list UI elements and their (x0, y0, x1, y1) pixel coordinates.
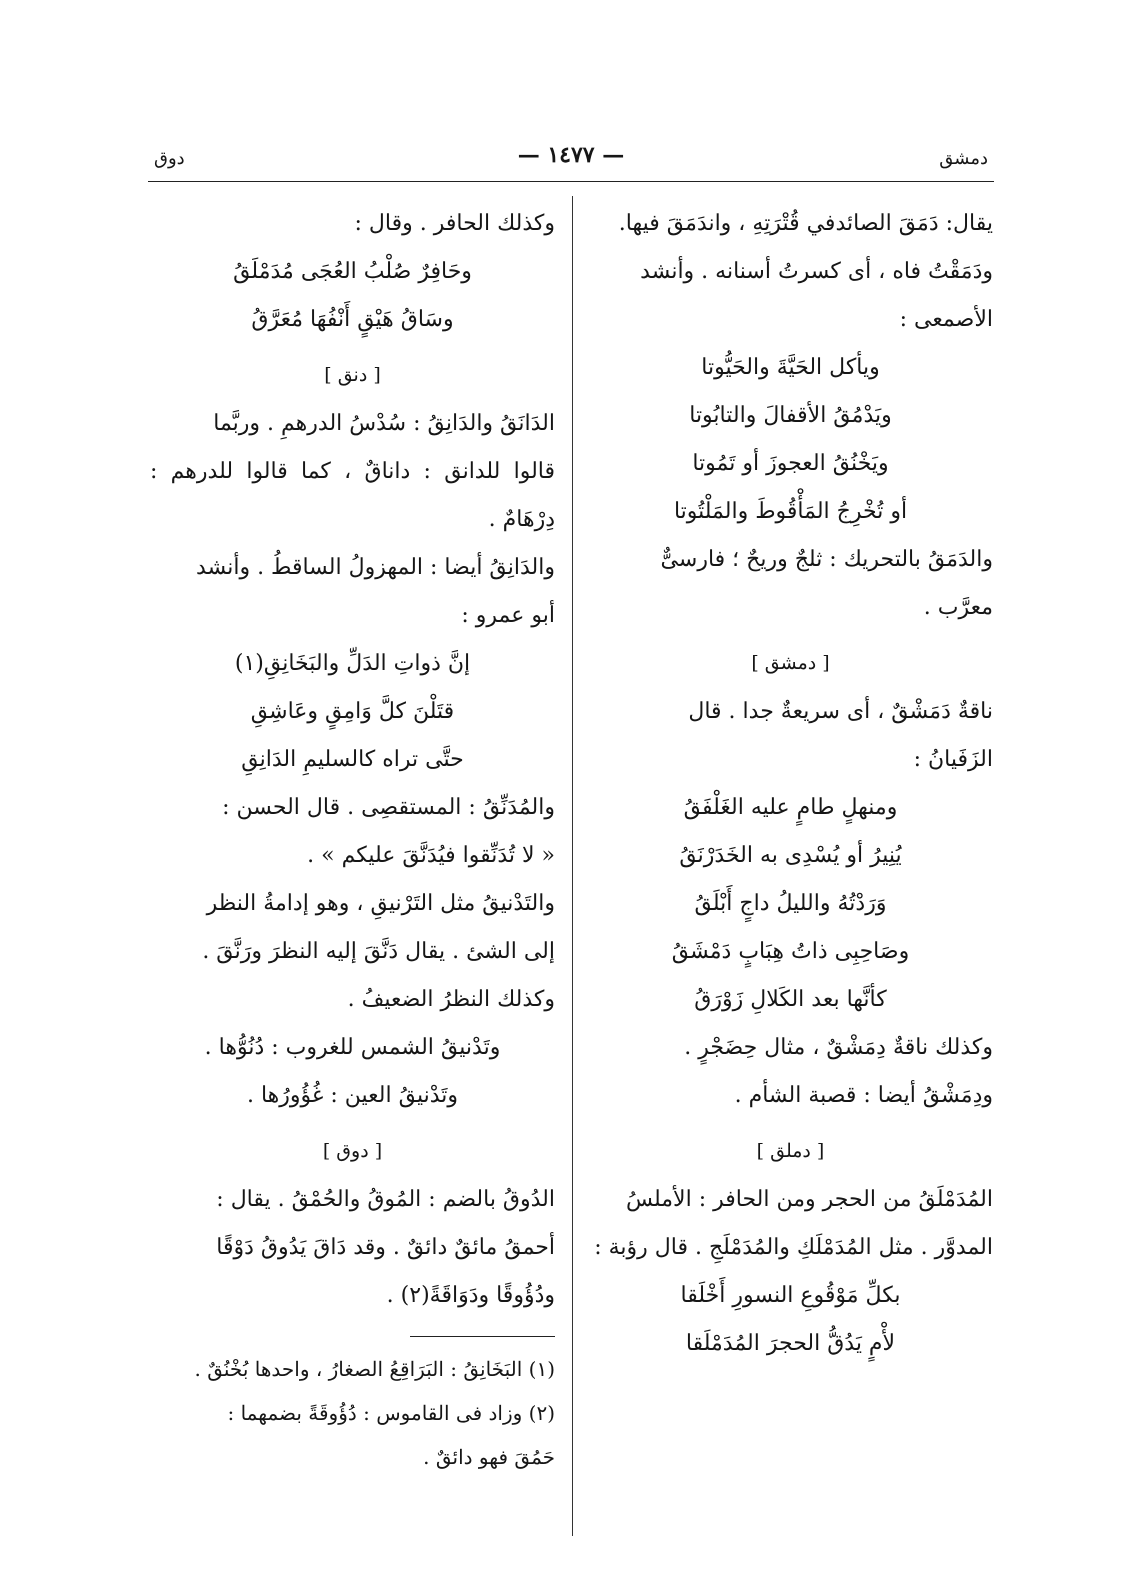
verse-line: وسَاقُ هَيْقٍ أَنْفُهَا مُعَرَّقُ (251, 307, 454, 332)
verse-line: لأْمٍ يَدُقُّ الحجرَ المُدَمْلَقا (685, 1331, 896, 1356)
verse-line: وصَاحِبِى ذاتُ هِبَابٍ دَمْشَقُ (671, 939, 910, 964)
page-header (148, 138, 994, 180)
verse-line: ويأكل الحَيَّةَ والحَيُّوتا (701, 355, 880, 380)
text-line: والتَدْنيقُ مثل التَرْنيقِ ، وهو إدامةُ النظر (206, 891, 555, 916)
entry-heading-dawq: [ دوق ] (322, 1140, 383, 1162)
text-line: معرَّب . (923, 595, 993, 620)
verse-line: يُنِيرُ أو يُسْدِى به الخَدَرْنَقُ (679, 843, 902, 868)
header-rule (148, 181, 994, 182)
verse-line: وحَافِرٌ صُلْبُ العُجَى مُدَمْلَقُ (233, 259, 472, 284)
verse-line: إنَّ ذواتِ الدَلِّ والبَخَانِقِ(١) (234, 651, 471, 676)
text-line: أحمقُ مائقٌ دائقٌ . وقد دَاقَ يَدُوقُ دَوْقًا (216, 1235, 555, 1260)
verse-line: قتَلْنَ كلَّ وَامِقٍ وعَاشِقِ (250, 699, 455, 724)
text-line: الزَفَيانُ : (913, 747, 993, 772)
text-line: أبو عمرو : (461, 603, 555, 628)
verse-line: ويَخْنُقُ العجوزَ أو تَمُوتا (692, 451, 889, 476)
text-line: وكذلك النظرُ الضعيفُ . (347, 987, 555, 1012)
right-column (588, 200, 993, 1368)
header-left-word: دوق (154, 148, 185, 169)
text-line: قالوا للدانق : داناقٌ ، كما قالوا للدرهم : دِرْهَامٌ . (150, 459, 555, 532)
entry-heading-dimashq: [ دمشق ] (751, 652, 830, 674)
text-line: ودُؤُوقًا ودَوَاقَةً(٢) . (386, 1283, 555, 1308)
footnote-2: (٢) وزاد فى القاموس : دُؤُوقَةً بضمهما : (227, 1401, 555, 1425)
text-line: وتَدْنيقُ العين : غُؤُورُها . (246, 1083, 459, 1108)
text-line: والدَمَقُ بالتحريك : ثلجٌ وريحٌ ؛ فارسىٌّ (660, 547, 993, 572)
text-line: الدَانَقُ والدَانِقُ : سُدْسُ الدرهمِ . وربَّما (213, 411, 555, 436)
text-line: يقال: دَمَقَ الصائدفي قُتْرَتِهِ ، واندَمَقَ فيها. (618, 211, 993, 236)
left-column (150, 200, 555, 1479)
verse-line: بكلِّ مَوْقُوعِ النسورِ أَخْلَقا (680, 1283, 901, 1308)
text-line: المُدَمْلَقُ من الحجر ومن الحافر : الأملسُ (625, 1187, 993, 1212)
page-number: — ١٤٧٧ — (517, 142, 625, 168)
verse-line: أو تُخْرِجُ المَأْقُوطَ والمَلْتُوتا (673, 499, 908, 524)
verse-line: ومنهلٍ طامٍ عليه الغَلْفَقُ (683, 795, 898, 820)
text-line: « لا تُدَنِّقوا فيُدَنَّقَ عليكم » . (307, 843, 555, 868)
text-line: وكذلك ناقةٌ دِمَشْقٌ ، مثال حِضَجْرٍ . (684, 1035, 993, 1060)
text-line: الأصمعى : (899, 307, 993, 332)
column-divider (572, 196, 573, 1536)
verse-line: وَرَدْتُهُ والليلُ داجٍ أَبْلَقُ (694, 891, 887, 916)
text-line: وتَدْنيقُ الشمس للغروب : دُنُوُّها . (204, 1035, 501, 1060)
text-line: وكذلك الحافر . وقال : (354, 211, 555, 236)
text-line: والمُدَنِّقُ : المستقصِى . قال الحسن : (222, 795, 555, 820)
entry-heading-damlaq: [ دملق ] (756, 1140, 825, 1162)
text-line: إلى الشئ . يقال دَنَّقَ إليه النظرَ ورَنَّقَ . (202, 939, 555, 964)
footnote-rule (410, 1336, 555, 1337)
text-line: ناقةٌ دَمَشْقٌ ، أى سريعةٌ جدا . قال (688, 699, 993, 724)
header-right-word: دمشق (939, 148, 988, 169)
entry-heading-daniq: [ دنق ] (324, 364, 381, 386)
text-line: الدُوقُ بالضم : المُوقُ والحُمْقُ . يقال : (216, 1187, 555, 1212)
footnote-2-cont: حَمُقَ فهو دائقٌ . (423, 1445, 555, 1469)
verse-line: كأنَّها بعد الكَلالِ زَوْرَقُ (694, 987, 887, 1012)
text-line: ودِمَشْقُ أيضا : قصبة الشأم . (734, 1083, 993, 1108)
text-line: ودَمَقْتُ فاه ، أى كسرتُ أسنانه . وأنشد (640, 259, 993, 284)
text-line: المدوَّر . مثل المُدَمْلَكِ والمُدَمْلَجِ . قال رؤبة : (594, 1235, 993, 1260)
footnote-1: (١) البَخَانِقُ : البَرَاقِعُ الصغارُ ، واحدها بُخْنُقٌ . (194, 1357, 555, 1381)
verse-line: ويَدْمُقُ الأقفالَ والتابُوتا (689, 403, 892, 428)
verse-line: حتَّى تراه كالسليمِ الدَانِقِ (241, 747, 464, 772)
text-line: والدَانِقُ أيضا : المهزولُ الساقطُ . وأنشد (196, 555, 555, 580)
